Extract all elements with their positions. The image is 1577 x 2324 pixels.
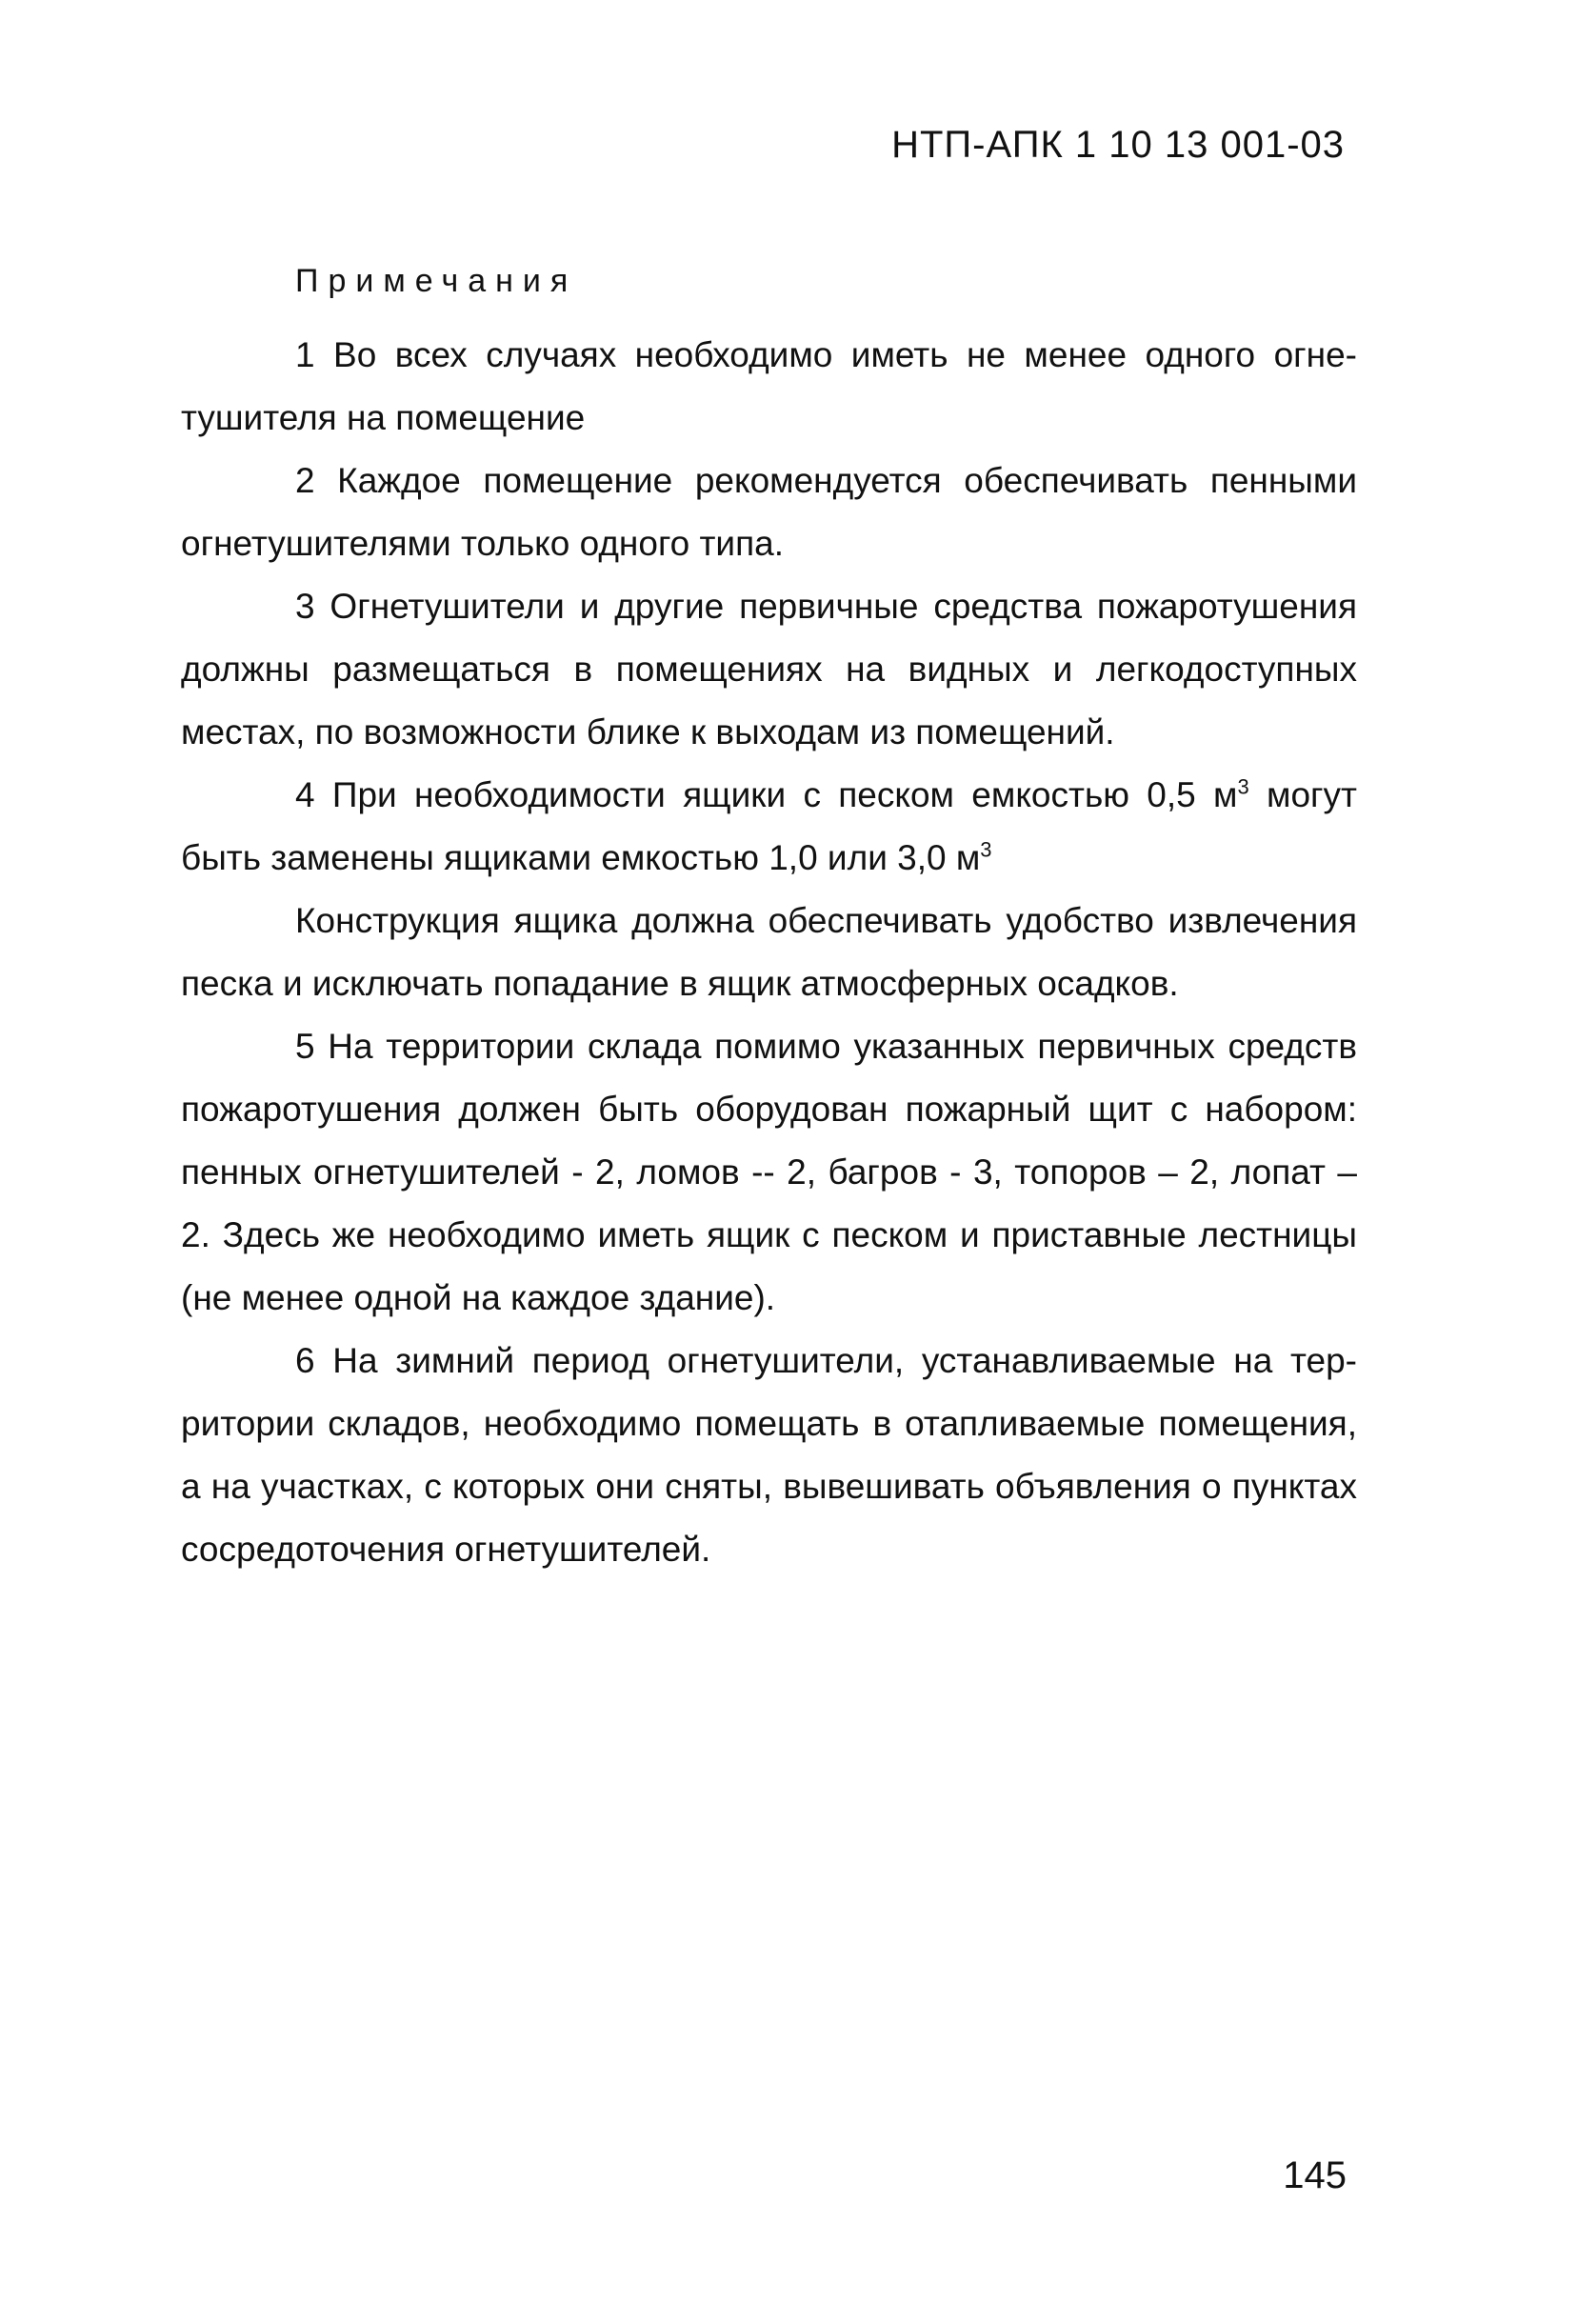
- note-3: 3 Огнетушители и другие первичные средства пожаротушения должны размещаться в помещениях на видных и легкодоступных местах, по возможности блике к выходам из помещений.: [181, 587, 1357, 751]
- note-6: 6 На зимний период огнетушители, устанавливаемые на территории складов, необходимо помещать в отапливаемые помещения, а на участках, с которых они сняты, вывешивать объявления о пунктах сосредоточения огнетушителей.: [181, 1341, 1357, 1569]
- page-number: 145: [1283, 2154, 1347, 2196]
- note-4-text-part2: могут быть заменены ящиками емкостью 1,0 или 3,0 м: [181, 775, 1357, 877]
- note-5: 5 На территории склада помимо указанных первичных средств пожаротушения должен быть оборудован пожарный щит с набором: пенных огнетушителей - 2, ломов -- 2, багров - 3, топоров – 2, лопат – 2. Здесь же необходимо иметь ящик с песком и приставные лестницы (не менее одной на каждое здание).: [181, 1027, 1357, 1317]
- note-4-superscript-2: 3: [980, 837, 992, 862]
- note-2: 2 Каждое помещение рекомендуется обеспечивать пенными огнетушителями только одного типа.: [181, 461, 1357, 563]
- note-4-superscript-1: 3: [1237, 774, 1249, 799]
- note-1: 1 Во всех случаях необходимо иметь не менее одного огнетушителя на помещение: [181, 335, 1357, 437]
- note-4-continuation: Конструкция ящика должна обеспечивать удобство извлечения песка и исключать попадание в ящик атмосферных осадков.: [181, 901, 1357, 1003]
- notes-body: [181, 324, 1357, 1581]
- note-4-text-part1: 4 При необходимости ящики с песком емкостью 0,5 м: [295, 775, 1238, 814]
- notes-heading: Примечания: [295, 263, 578, 299]
- note-4: [181, 764, 1357, 890]
- document-code: НТП-АПК 1 10 13 001-03: [891, 124, 1345, 166]
